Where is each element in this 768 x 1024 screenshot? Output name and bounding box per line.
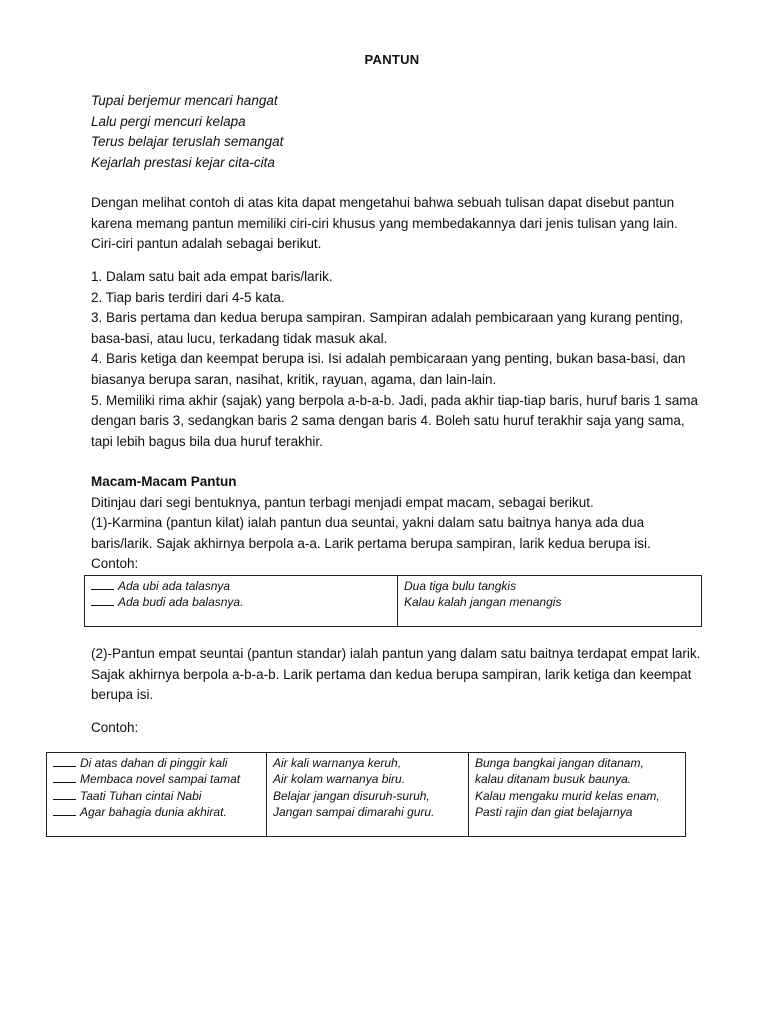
fill-blank[interactable] [53,772,76,783]
fill-blank[interactable] [91,595,114,606]
list-item: 5. Memiliki rima akhir (sajak) yang berpola a-b-a-b. Jadi, pada akhir tiap-tiap baris, huruf baris 1 sama dengan baris 3, sedangkan baris 2 sama dengan baris 4. Boleh satu huruf terakhir saja yang sama, tapi lebih bagus bila dua huruf terakhir. [91,392,699,449]
cell-line: Taati Tuhan cintai Nabi [80,788,202,803]
cell-line: Membaca novel sampai tamat [80,772,241,787]
cell-line: Dua tiga bulu tangkis [404,579,517,593]
example-poem [91,91,283,174]
cell-line: Bunga bangkai jangan ditanam, [475,756,644,770]
cell-line: Ada ubi ada talasnya [118,579,231,593]
fill-blank[interactable] [53,756,76,767]
poem-line: Terus belajar teruslah semangat [91,134,284,150]
standard-example-table [46,752,686,837]
fill-blank[interactable] [91,579,114,590]
cell-line: Belajar jangan disuruh-suruh, [273,788,430,803]
answer-line [53,755,266,771]
poem-line: Kejarlah prestasi kejar cita-cita [91,155,275,171]
answer-line [53,771,266,787]
karmina-description: (1)-Karmina (pantun kilat) ialah pantun dua seuntai, yakni dalam satu baitnya hanya ada dua baris/larik. Sajak akhirnya berpola a-a. Larik pertama berupa sampiran, larik kedua berupa isi. [91,515,651,551]
section-heading: Macam-Macam Pantun [91,474,237,489]
cell-line: Air kolam warnanya biru. [273,772,406,787]
karmina-example-table [84,575,702,627]
cell-line: Kalau mengaku murid kelas enam, [475,788,660,803]
contoh-label: Contoh: [91,556,139,572]
list-item: 3. Baris pertama dan kedua berupa sampiran. Sampiran adalah pembicaraan yang kurang penting, basa-basi, atau lucu, terkadang tidak masuk akal. [91,310,684,346]
table-cell [85,576,398,627]
cell-line: Pasti rajin dan giat belajarnya [475,804,633,819]
poem-line: Tupai berjemur mencari hangat [91,93,278,108]
list-item: 2. Tiap baris terdiri dari 4-5 kata. [91,289,285,305]
answer-line [91,594,397,610]
characteristics-list [91,267,701,452]
fill-blank[interactable] [53,789,76,800]
cell-line: Di atas dahan di pinggir kali [80,756,228,770]
table-cell [267,753,469,837]
fill-blank[interactable] [53,805,76,816]
answer-line [91,578,397,594]
table-cell [469,753,686,837]
poem-line: Lalu pergi mencuri kelapa [91,113,246,129]
table-cell [47,753,267,837]
page-title: PANTUN [364,52,420,67]
answer-line [53,804,266,820]
contoh-label: Contoh: [91,720,139,735]
cell-line: Kalau kalah jangan menangis [404,595,562,610]
cell-line: Agar bahagia dunia akhirat. [80,804,227,819]
cell-line: Jangan sampai dimarahi guru. [273,804,435,819]
list-item: 4. Baris ketiga dan keempat berupa isi. Isi adalah pembicaraan yang penting, bukan basa-basi, dan biasanya berupa saran, nasihat, kritik, rayuan, agama, dan lain-lain. [91,351,686,387]
intro-paragraph: Dengan melihat contoh di atas kita dapat mengetahui bahwa sebuah tulisan dapat disebut pantun karena memang pantun memiliki ciri-ciri khusus yang membedakannya dari jenis tulisan yang lain. Ciri-ciri pantun adalah sebagai berikut. [91,195,678,252]
types-section [91,472,701,575]
table-cell [398,576,702,627]
standard-pantun-description: (2)-Pantun empat seuntai (pantun standar) ialah pantun yang dalam satu baitnya terdapat empat larik. Sajak akhirnya berpola a-b-a-b. Larik pertama dan kedua berupa sampiran, larik ketiga dan keempat berupa isi. [91,646,701,703]
section-intro: Ditinjau dari segi bentuknya, pantun terbagi menjadi empat macam, sebagai berikut. [91,494,594,510]
cell-line: kalau ditanam busuk baunya. [475,772,632,787]
answer-line [53,788,266,804]
list-item: 1. Dalam satu bait ada empat baris/larik. [91,269,333,284]
cell-line: Ada budi ada balasnya. [118,595,244,610]
cell-line: Air kali warnanya keruh, [273,756,402,770]
